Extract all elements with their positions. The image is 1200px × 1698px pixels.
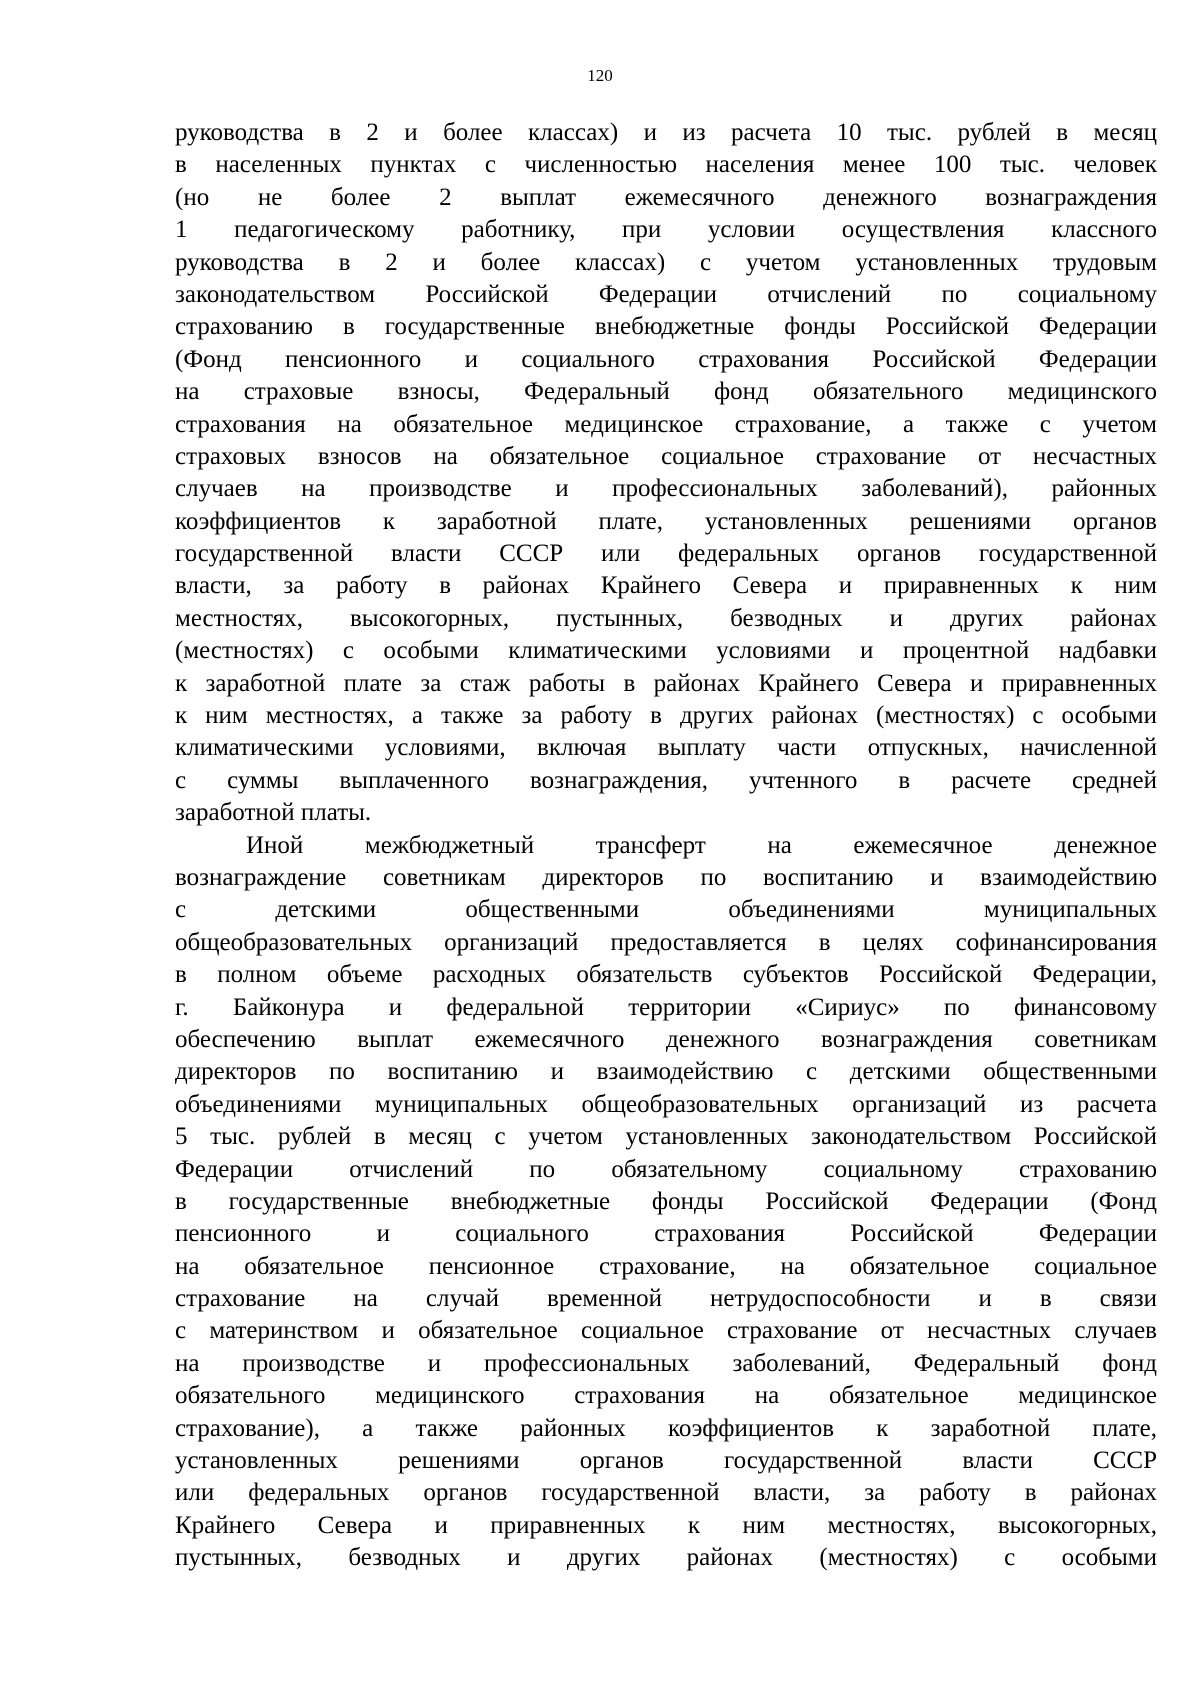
text-line: на обязательное пенсионное страхование, на обязательное социальное [175, 1252, 1157, 1280]
text-line: или федеральных органов государственной власти, за работу в районах [175, 1479, 1157, 1507]
text-line: случаев на производстве и профессиональных заболеваний), районных [175, 475, 1157, 503]
text-line: обязательного медицинского страхования на обязательное медицинское [175, 1382, 1157, 1410]
text-line: климатическими условиями, включая выплату части отпускных, начисленной [175, 734, 1157, 762]
paragraph [175, 830, 1157, 1575]
text-line: на страховые взносы, Федеральный фонд обязательного медицинского [175, 378, 1157, 406]
text-line: (но не более 2 выплат ежемесячного денежного вознаграждения [175, 183, 1157, 211]
text-line: вознаграждение советникам директоров по воспитанию и взаимодействию [175, 863, 1157, 891]
text-line: общеобразовательных организаций предоставляется в целях софинансирования [175, 928, 1157, 956]
paragraph [175, 117, 1157, 830]
text-line: установленных решениями органов государственной власти СССР [175, 1447, 1157, 1475]
text-line: коэффициентов к заработной плате, установленных решениями органов [175, 507, 1157, 535]
text-line: к заработной плате за стаж работы в районах Крайнего Севера и приравненных [175, 669, 1157, 697]
text-line: пустынных, безводных и других районах (местностях) с особыми [175, 1544, 1157, 1572]
page-number: 120 [587, 66, 613, 85]
text-line: местностях, высокогорных, пустынных, безводных и других районах [175, 604, 1157, 632]
text-line: власти, за работу в районах Крайнего Севера и приравненных к ним [175, 572, 1157, 600]
text-line: (местностях) с особыми климатическими условиями и процентной надбавки [175, 637, 1157, 665]
text-line: руководства в 2 и более классах) и из расчета 10 тыс. рублей в месяц [175, 119, 1157, 146]
text-line: государственной власти СССР или федеральных органов государственной [175, 540, 1157, 568]
text-line: страхования на обязательное медицинское страхование, а также с учетом [175, 410, 1157, 438]
text-line: к ним местностях, а также за работу в других районах (местностях) с особыми [175, 702, 1157, 730]
text-line: страховых взносов на обязательное социальное страхование от несчастных [175, 442, 1157, 470]
text-line: Федерации отчислений по обязательному социальному страхованию [175, 1155, 1157, 1183]
text-line: директоров по воспитанию и взаимодействию с детскими общественными [175, 1058, 1157, 1086]
text-line: страхование на случай временной нетрудоспособности и в связи [175, 1285, 1157, 1313]
text-line: пенсионного и социального страхования Российской Федерации [175, 1220, 1157, 1248]
text-line: (Фонд пенсионного и социального страхования Российской Федерации [175, 345, 1157, 373]
text-line: 1 педагогическому работнику, при условии осуществления классного [175, 216, 1157, 244]
text-line: Крайнего Севера и приравненных к ним местностях, высокогорных, [175, 1511, 1157, 1539]
text-line: объединениями муниципальных общеобразовательных организаций из расчета [175, 1090, 1157, 1118]
text-line: в населенных пунктах с численностью населения менее 100 тыс. человек [175, 151, 1157, 179]
text-line: с суммы выплаченного вознаграждения, учтенного в расчете средней [175, 766, 1157, 794]
body-text [175, 117, 1157, 1575]
text-line: в государственные внебюджетные фонды Российской Федерации (Фонд [175, 1187, 1157, 1215]
text-line: г. Байконура и федеральной территории «Сириус» по финансовому [175, 993, 1157, 1021]
text-line: руководства в 2 и более классах) с учетом установленных трудовым [175, 248, 1157, 276]
text-line: обеспечению выплат ежемесячного денежного вознаграждения советникам [175, 1025, 1157, 1053]
text-line: страхованию в государственные внебюджетные фонды Российской Федерации [175, 313, 1157, 341]
text-line: с детскими общественными объединениями муниципальных [175, 896, 1157, 924]
text-line: страхование), а также районных коэффициентов к заработной плате, [175, 1414, 1157, 1442]
text-line: заработной платы. [175, 799, 372, 827]
text-line: с материнством и обязательное социальное страхование от несчастных случаев [175, 1317, 1157, 1345]
text-line: 5 тыс. рублей в месяц с учетом установленных законодательством Российской [175, 1123, 1157, 1151]
text-line: законодательством Российской Федерации отчислений по социальному [175, 280, 1157, 308]
text-line: в полном объеме расходных обязательств субъектов Российской Федерации, [175, 961, 1157, 989]
text-line: Иной межбюджетный трансферт на ежемесячное денежное [246, 831, 1157, 859]
text-line: на производстве и профессиональных заболеваний, Федеральный фонд [175, 1349, 1157, 1377]
